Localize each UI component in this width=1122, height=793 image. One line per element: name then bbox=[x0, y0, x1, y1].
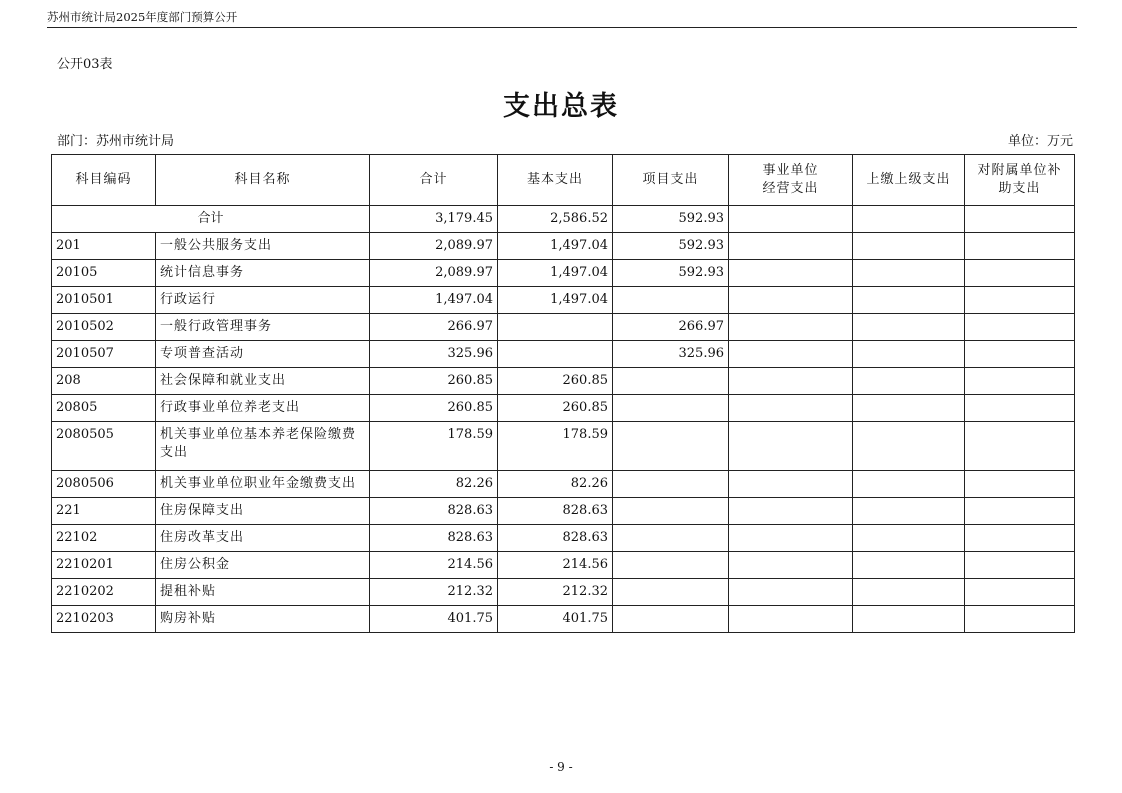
cell-subsidy bbox=[965, 395, 1075, 422]
table-row bbox=[52, 606, 1075, 633]
cell-basic: 828.63 bbox=[498, 498, 613, 525]
cell-project: 266.97 bbox=[613, 314, 729, 341]
table-row bbox=[52, 314, 1075, 341]
cell-project: 592.93 bbox=[613, 233, 729, 260]
cell-project bbox=[613, 525, 729, 552]
cell-name: 行政运行 bbox=[156, 287, 370, 314]
cell-remit bbox=[853, 579, 965, 606]
cell-basic: 1,497.04 bbox=[498, 260, 613, 287]
table-id-label: 公开03表 bbox=[57, 57, 113, 72]
table-row bbox=[52, 341, 1075, 368]
cell-project bbox=[613, 579, 729, 606]
cell-subsidy bbox=[965, 422, 1075, 471]
header-divider bbox=[47, 27, 1077, 28]
cell-remit bbox=[853, 552, 965, 579]
cell-subsidy bbox=[965, 260, 1075, 287]
cell-remit bbox=[853, 498, 965, 525]
total-cell-subsidy bbox=[965, 206, 1075, 233]
cell-code: 20105 bbox=[52, 260, 156, 287]
cell-basic: 212.32 bbox=[498, 579, 613, 606]
table-row bbox=[52, 552, 1075, 579]
col-header-total: 合计 bbox=[370, 155, 498, 206]
cell-code: 221 bbox=[52, 498, 156, 525]
cell-subsidy bbox=[965, 525, 1075, 552]
cell-basic: 1,497.04 bbox=[498, 233, 613, 260]
cell-business bbox=[729, 233, 853, 260]
cell-name: 专项普查活动 bbox=[156, 341, 370, 368]
cell-remit bbox=[853, 341, 965, 368]
cell-project bbox=[613, 498, 729, 525]
table-row bbox=[52, 422, 1075, 471]
cell-total: 828.63 bbox=[370, 525, 498, 552]
cell-name: 住房公积金 bbox=[156, 552, 370, 579]
cell-remit bbox=[853, 287, 965, 314]
cell-name: 提租补贴 bbox=[156, 579, 370, 606]
cell-total: 82.26 bbox=[370, 471, 498, 498]
col-header-project: 项目支出 bbox=[613, 155, 729, 206]
cell-code: 2080505 bbox=[52, 422, 156, 471]
cell-name: 行政事业单位养老支出 bbox=[156, 395, 370, 422]
cell-total: 401.75 bbox=[370, 606, 498, 633]
col-header-remit: 上缴上级支出 bbox=[853, 155, 965, 206]
cell-basic: 82.26 bbox=[498, 471, 613, 498]
cell-code: 2010507 bbox=[52, 341, 156, 368]
col-header-subsidy: 对附属单位补 助支出 bbox=[965, 155, 1075, 206]
cell-total: 178.59 bbox=[370, 422, 498, 471]
cell-business bbox=[729, 471, 853, 498]
table-row bbox=[52, 233, 1075, 260]
expenditure-table bbox=[51, 154, 1075, 633]
cell-business bbox=[729, 552, 853, 579]
cell-subsidy bbox=[965, 552, 1075, 579]
cell-business bbox=[729, 260, 853, 287]
total-cell-total: 3,179.45 bbox=[370, 206, 498, 233]
cell-subsidy bbox=[965, 368, 1075, 395]
cell-basic bbox=[498, 314, 613, 341]
cell-basic: 828.63 bbox=[498, 525, 613, 552]
total-row bbox=[52, 206, 1075, 233]
cell-basic: 214.56 bbox=[498, 552, 613, 579]
cell-basic: 178.59 bbox=[498, 422, 613, 471]
cell-name: 一般公共服务支出 bbox=[156, 233, 370, 260]
cell-name: 住房改革支出 bbox=[156, 525, 370, 552]
cell-name: 机关事业单位职业年金缴费支出 bbox=[156, 471, 370, 498]
total-cell-basic: 2,586.52 bbox=[498, 206, 613, 233]
cell-total: 1,497.04 bbox=[370, 287, 498, 314]
cell-code: 2210202 bbox=[52, 579, 156, 606]
cell-subsidy bbox=[965, 579, 1075, 606]
cell-business bbox=[729, 287, 853, 314]
table-row bbox=[52, 579, 1075, 606]
cell-total: 325.96 bbox=[370, 341, 498, 368]
cell-total: 2,089.97 bbox=[370, 233, 498, 260]
cell-total: 212.32 bbox=[370, 579, 498, 606]
document-header-title: 苏州市统计局2025年度部门预算公开 bbox=[47, 10, 238, 24]
col-header-code: 科目编码 bbox=[52, 155, 156, 206]
cell-business bbox=[729, 422, 853, 471]
cell-code: 2210203 bbox=[52, 606, 156, 633]
cell-code: 22102 bbox=[52, 525, 156, 552]
cell-project bbox=[613, 471, 729, 498]
table-row bbox=[52, 525, 1075, 552]
total-cell-remit bbox=[853, 206, 965, 233]
table-header-row bbox=[52, 155, 1075, 206]
cell-subsidy bbox=[965, 314, 1075, 341]
cell-name: 购房补贴 bbox=[156, 606, 370, 633]
page-number: - 9 - bbox=[549, 760, 573, 774]
cell-project: 325.96 bbox=[613, 341, 729, 368]
cell-basic: 1,497.04 bbox=[498, 287, 613, 314]
cell-project bbox=[613, 552, 729, 579]
cell-remit bbox=[853, 314, 965, 341]
cell-remit bbox=[853, 368, 965, 395]
cell-code: 2210201 bbox=[52, 552, 156, 579]
cell-name: 统计信息事务 bbox=[156, 260, 370, 287]
cell-basic: 401.75 bbox=[498, 606, 613, 633]
cell-code: 2010501 bbox=[52, 287, 156, 314]
total-cell-project: 592.93 bbox=[613, 206, 729, 233]
table-row bbox=[52, 395, 1075, 422]
cell-business bbox=[729, 314, 853, 341]
cell-project bbox=[613, 287, 729, 314]
cell-total: 214.56 bbox=[370, 552, 498, 579]
cell-subsidy bbox=[965, 233, 1075, 260]
cell-name: 社会保障和就业支出 bbox=[156, 368, 370, 395]
cell-subsidy bbox=[965, 606, 1075, 633]
cell-subsidy bbox=[965, 471, 1075, 498]
table-row bbox=[52, 368, 1075, 395]
total-label: 合计 bbox=[52, 206, 370, 233]
table-row bbox=[52, 287, 1075, 314]
cell-business bbox=[729, 395, 853, 422]
cell-code: 2080506 bbox=[52, 471, 156, 498]
cell-basic bbox=[498, 341, 613, 368]
cell-business bbox=[729, 579, 853, 606]
cell-remit bbox=[853, 422, 965, 471]
col-header-name: 科目名称 bbox=[156, 155, 370, 206]
page-title: 支出总表 bbox=[503, 91, 619, 122]
cell-total: 828.63 bbox=[370, 498, 498, 525]
cell-name: 机关事业单位基本养老保险缴费支出 bbox=[156, 422, 370, 471]
cell-remit bbox=[853, 260, 965, 287]
cell-business bbox=[729, 341, 853, 368]
cell-business bbox=[729, 525, 853, 552]
cell-basic: 260.85 bbox=[498, 368, 613, 395]
cell-project: 592.93 bbox=[613, 260, 729, 287]
total-cell-business bbox=[729, 206, 853, 233]
col-header-basic: 基本支出 bbox=[498, 155, 613, 206]
cell-total: 266.97 bbox=[370, 314, 498, 341]
department-label: 部门：苏州市统计局 bbox=[57, 134, 175, 149]
cell-business bbox=[729, 606, 853, 633]
cell-subsidy bbox=[965, 287, 1075, 314]
cell-project bbox=[613, 422, 729, 471]
cell-project bbox=[613, 606, 729, 633]
cell-remit bbox=[853, 471, 965, 498]
cell-total: 2,089.97 bbox=[370, 260, 498, 287]
cell-subsidy bbox=[965, 341, 1075, 368]
cell-name: 一般行政管理事务 bbox=[156, 314, 370, 341]
col-header-business: 事业单位 经营支出 bbox=[729, 155, 853, 206]
cell-total: 260.85 bbox=[370, 368, 498, 395]
cell-basic: 260.85 bbox=[498, 395, 613, 422]
cell-code: 208 bbox=[52, 368, 156, 395]
cell-business bbox=[729, 498, 853, 525]
table-row bbox=[52, 260, 1075, 287]
cell-code: 201 bbox=[52, 233, 156, 260]
cell-remit bbox=[853, 606, 965, 633]
cell-business bbox=[729, 368, 853, 395]
cell-name: 住房保障支出 bbox=[156, 498, 370, 525]
cell-remit bbox=[853, 395, 965, 422]
cell-code: 20805 bbox=[52, 395, 156, 422]
cell-project bbox=[613, 368, 729, 395]
cell-remit bbox=[853, 525, 965, 552]
cell-code: 2010502 bbox=[52, 314, 156, 341]
cell-project bbox=[613, 395, 729, 422]
unit-label: 单位：万元 bbox=[1007, 134, 1073, 149]
cell-remit bbox=[853, 233, 965, 260]
cell-total: 260.85 bbox=[370, 395, 498, 422]
table-row bbox=[52, 471, 1075, 498]
cell-subsidy bbox=[965, 498, 1075, 525]
table-row bbox=[52, 498, 1075, 525]
